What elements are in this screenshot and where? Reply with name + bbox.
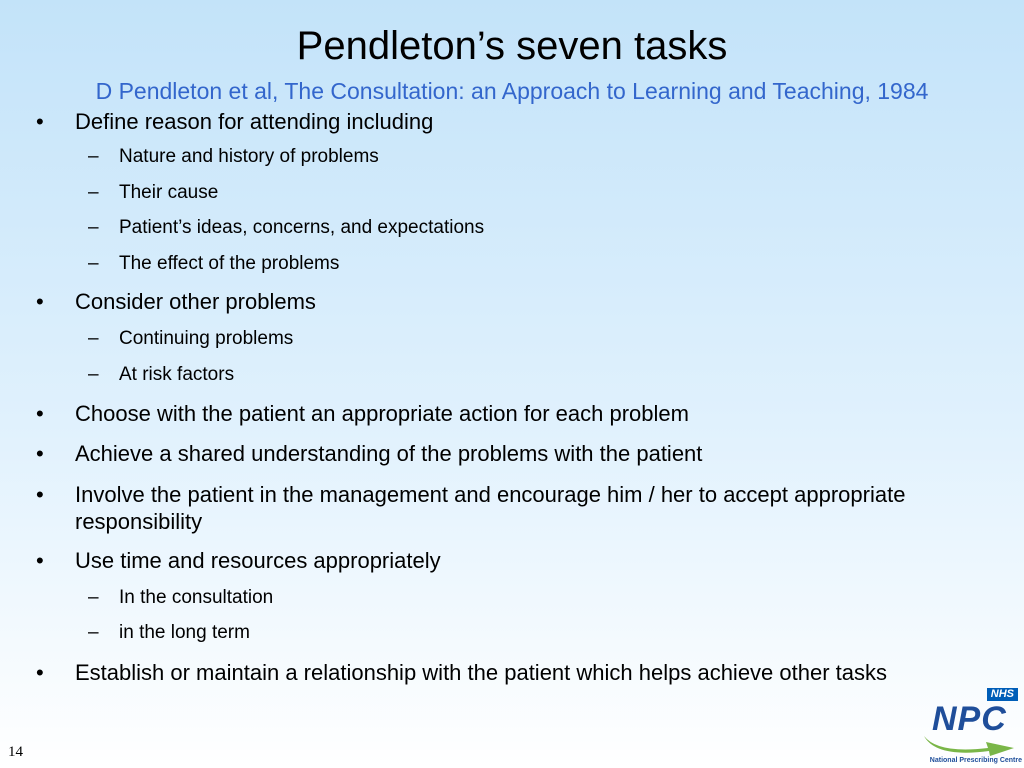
- bullet-text: Choose with the patient an appropriate action for each problem: [75, 401, 689, 426]
- bullet-marker: •: [36, 401, 44, 426]
- logo-caption: National Prescribing Centre: [929, 757, 1022, 764]
- bullet-text: Achieve a shared understanding of the problems with the patient: [75, 441, 703, 466]
- bullet-text: Their cause: [119, 182, 219, 203]
- bullet-text: In the consultation: [119, 587, 274, 608]
- bullet-text: Define reason for attending including: [75, 109, 434, 134]
- bullet-text: The effect of the problems: [119, 253, 340, 274]
- dash-marker: –: [88, 253, 99, 274]
- bullet-text: Use time and resources appropriately: [75, 548, 441, 573]
- page-number: 14: [8, 744, 23, 760]
- dash-marker: –: [88, 217, 99, 238]
- nhs-badge: NHS: [987, 688, 1018, 701]
- swoosh-icon: [918, 734, 1018, 756]
- bullet-marker: •: [36, 548, 44, 573]
- dash-marker: –: [88, 328, 99, 349]
- bullet-text: in the long term: [119, 622, 250, 643]
- bullet-marker: •: [36, 482, 44, 507]
- bullet-text: At risk factors: [119, 364, 235, 385]
- slide-subtitle: D Pendleton et al, The Consultation: an Approach to Learning and Teaching, 1984: [95, 78, 929, 104]
- npc-logo: [918, 686, 1022, 768]
- bullet-marker: •: [36, 660, 44, 685]
- bullet-text: Consider other problems: [75, 289, 316, 314]
- bullet-marker: •: [36, 289, 44, 314]
- bullet-marker: •: [36, 109, 44, 134]
- dash-marker: –: [88, 587, 99, 608]
- bullet-text: Continuing problems: [119, 328, 294, 349]
- bullet-text: Patient’s ideas, concerns, and expectations: [119, 217, 485, 238]
- bullet-text: Involve the patient in the management and encourage him / her to accept appropriate responsibility: [75, 482, 906, 534]
- bullet-text: Nature and history of problems: [119, 146, 379, 167]
- bullet-marker: •: [36, 441, 44, 466]
- slide-title: Pendleton’s seven tasks: [296, 24, 728, 68]
- dash-marker: –: [88, 182, 99, 203]
- bullet-text: Establish or maintain a relationship with the patient which helps achieve other tasks: [75, 660, 888, 685]
- npc-logo-text: NPC: [932, 700, 1007, 738]
- dash-marker: –: [88, 146, 99, 167]
- dash-marker: –: [88, 364, 99, 385]
- dash-marker: –: [88, 622, 99, 643]
